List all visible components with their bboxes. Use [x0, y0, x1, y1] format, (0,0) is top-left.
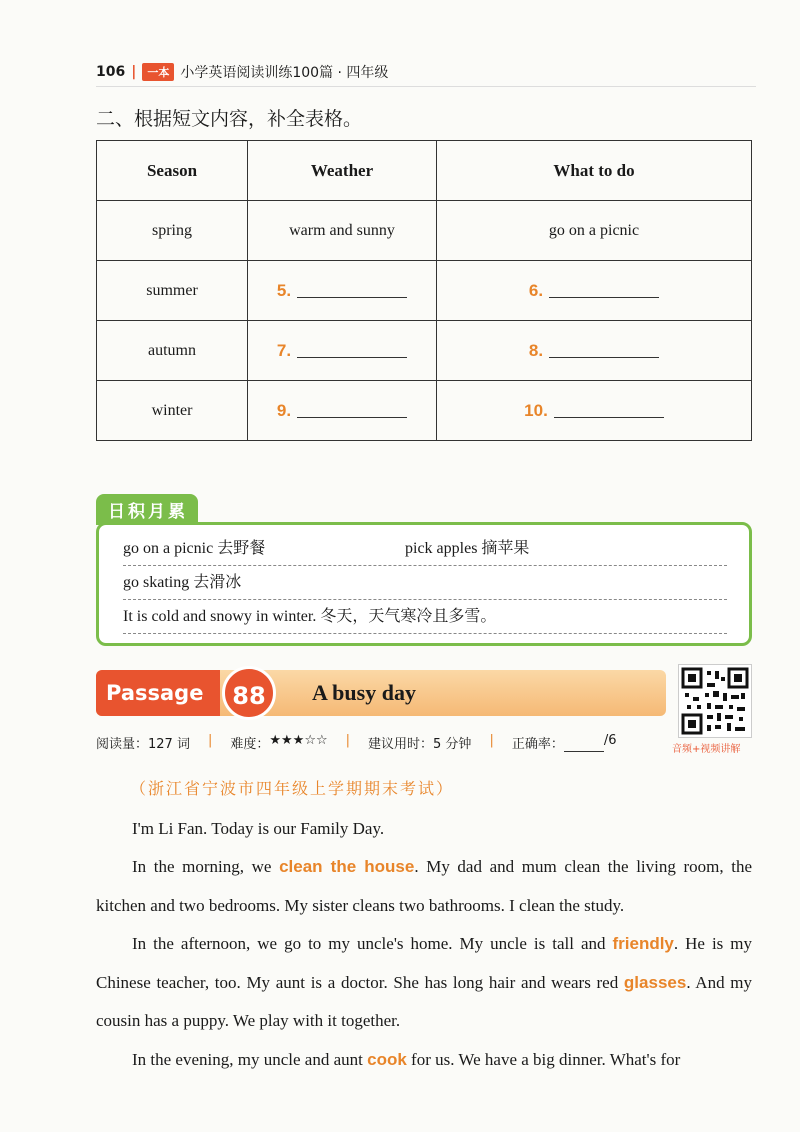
table-row: [97, 381, 752, 441]
accuracy-total: /6: [603, 733, 617, 748]
header-divider: [96, 86, 756, 87]
table-header-row: [97, 141, 752, 201]
accuracy-blank[interactable]: [564, 733, 604, 752]
qr-code-icon[interactable]: [678, 664, 752, 738]
passage-tag: Passage: [96, 670, 220, 716]
vocab-item: It is cold and snowy in winter. 冬天，天气寒冷且多雪。: [123, 608, 497, 625]
vocab-row: [123, 533, 727, 566]
blank-number: 7.: [276, 340, 292, 360]
season-cell: summer: [97, 261, 248, 321]
todo-blank[interactable]: [437, 381, 752, 441]
blank-number: 8.: [528, 340, 544, 360]
paragraph-2: [96, 848, 752, 925]
blank-number: 5.: [276, 280, 292, 300]
vocab-item: go skating 去滑冰: [123, 574, 242, 591]
todo-blank[interactable]: [437, 321, 752, 381]
column-header: Season: [97, 141, 248, 201]
season-table: [96, 140, 752, 441]
paragraph-text: I'm Li Fan. Today is our Family Day.: [132, 819, 385, 838]
table-row: [97, 201, 752, 261]
season-cell: winter: [97, 381, 248, 441]
section-title: 二、根据短文内容，补全表格。: [96, 108, 363, 130]
vocab-item: go on a picnic 去野餐: [123, 540, 266, 557]
weather-cell: warm and sunny: [248, 201, 437, 261]
passage-source: （浙江省宁波市四年级上学期期末考试）: [130, 779, 455, 798]
highlight-word: friendly: [612, 934, 674, 953]
difficulty-label: 难度：: [230, 737, 270, 752]
table-row: [97, 321, 752, 381]
highlight-word: glasses: [623, 972, 687, 992]
paragraph-text: . He is my Chinese teacher, too. My aunt is a doctor. She has long hair and wears red: [96, 934, 752, 992]
book-logo: 一本: [142, 63, 174, 81]
vocab-tab: 日积月累: [96, 494, 198, 525]
blank-number: 6.: [528, 280, 544, 300]
paragraph-text: In the afternoon, we go to my uncle's home. My uncle is tall and: [132, 934, 613, 953]
weather-blank[interactable]: [248, 321, 437, 381]
vocab-item: pick apples 摘苹果: [405, 540, 530, 557]
season-cell: spring: [97, 201, 248, 261]
highlight-phrase: clean the house: [279, 857, 415, 876]
passage-title: A busy day: [312, 680, 416, 705]
paragraph-text: . My dad and mum clean the living room, the kitchen and two bedrooms. My sister cleans two bathrooms. I clean the study.: [96, 857, 753, 915]
book-title: 小学英语阅读训练100篇 · 四年级: [180, 65, 389, 81]
vocab-row: [123, 601, 727, 634]
column-header: What to do: [437, 141, 752, 201]
word-count: 阅读量：127 词: [96, 737, 190, 752]
season-cell: autumn: [97, 321, 248, 381]
paragraph-text: In the morning, we: [132, 857, 280, 876]
passage-meta: 阅读量：127 词 | 难度： ★★★☆☆ | 建议用时：5 分钟 | 正确率： /6: [96, 733, 617, 752]
blank-number: 10.: [524, 400, 548, 420]
paragraph-4: [96, 1041, 752, 1080]
blank-number: 9.: [276, 400, 292, 420]
accuracy-label: 正确率：: [511, 737, 564, 752]
weather-blank[interactable]: [248, 381, 437, 441]
paragraph-3: [96, 925, 752, 1041]
todo-blank[interactable]: [437, 261, 752, 321]
paragraph-text: for us. We have a big dinner. What's for: [406, 1050, 681, 1069]
page-number: 106: [96, 64, 126, 80]
paragraph-1: [96, 810, 752, 849]
difficulty-stars: ★★★☆☆: [269, 733, 328, 748]
paragraph-text: In the evening, my uncle and aunt: [132, 1050, 368, 1069]
table-row: [97, 261, 752, 321]
passage-number: 88: [222, 666, 276, 720]
suggested-time: 建议用时：5 分钟: [368, 737, 472, 752]
paragraph-text: . And my cousin has a puppy. We play with it together.: [96, 972, 752, 1031]
weather-blank[interactable]: [248, 261, 437, 321]
vocab-row: [123, 567, 727, 600]
column-header: Weather: [248, 141, 437, 201]
qr-label: 音频+视频讲解: [672, 744, 741, 755]
header-separator: |: [131, 64, 137, 80]
vocab-box: [96, 522, 752, 646]
highlight-word: cook: [367, 1050, 407, 1069]
todo-cell: go on a picnic: [437, 201, 752, 261]
running-header: [96, 62, 388, 82]
